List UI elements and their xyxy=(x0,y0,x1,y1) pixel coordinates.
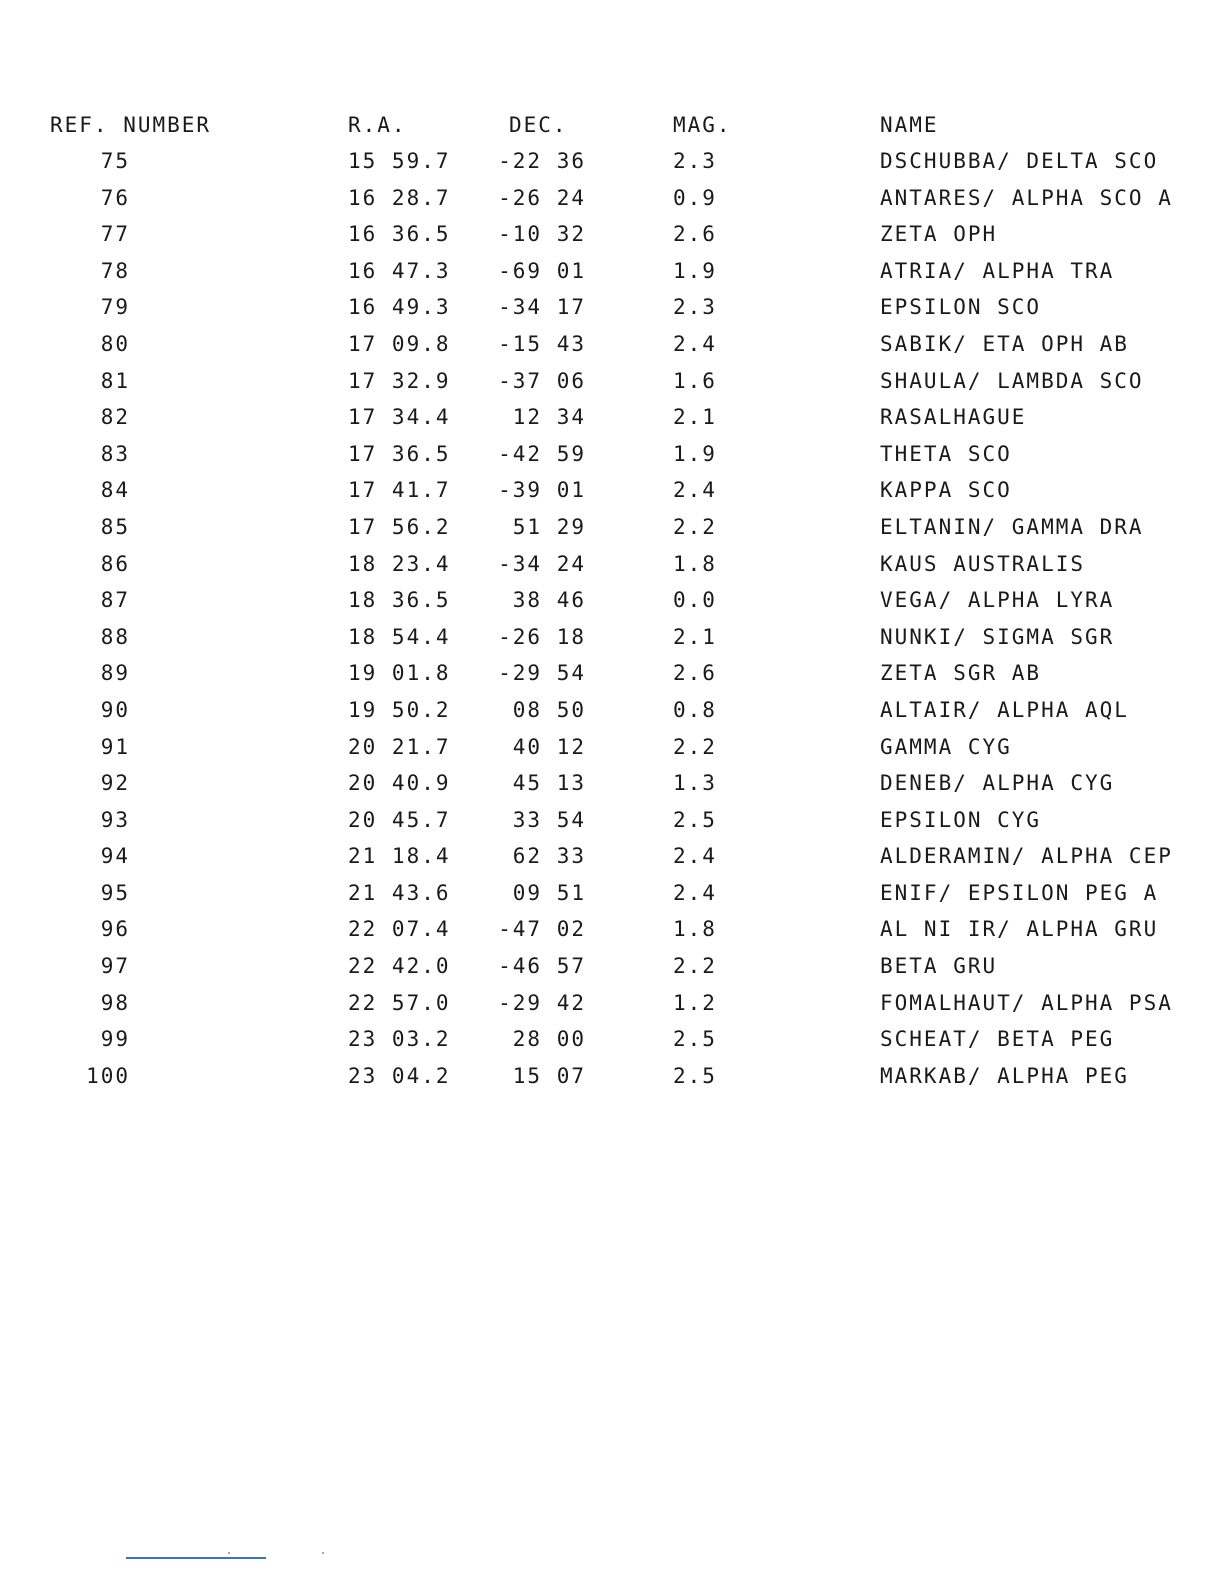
ra-cell: 16 28.7 xyxy=(348,185,451,210)
header-name: NAME xyxy=(880,113,939,137)
table-row xyxy=(0,292,1224,329)
table-row xyxy=(0,1024,1224,1061)
ra-cell: 16 36.5 xyxy=(348,222,451,247)
ref-cell: 99 xyxy=(100,1027,130,1052)
name-cell: ZETA OPH xyxy=(880,222,998,247)
dec-cell: -10 32 xyxy=(498,222,586,247)
table-row xyxy=(0,329,1224,366)
dec-cell: 51 29 xyxy=(512,514,586,539)
ref-cell: 75 xyxy=(100,149,130,173)
ra-cell: 17 09.8 xyxy=(348,331,451,356)
mag-cell: 1.2 xyxy=(673,990,717,1015)
table-row xyxy=(0,366,1224,403)
table-row xyxy=(0,475,1224,512)
name-cell: GAMMA CYG xyxy=(880,734,1012,759)
mag-cell: 1.8 xyxy=(673,551,717,576)
table-row xyxy=(0,878,1224,915)
header-dec: DEC. xyxy=(509,113,568,137)
ra-cell: 22 42.0 xyxy=(348,954,451,979)
dec-cell: 15 07 xyxy=(512,1063,586,1088)
table-row xyxy=(0,695,1224,732)
name-cell: KAUS AUSTRALIS xyxy=(880,551,1086,576)
ra-cell: 17 41.7 xyxy=(348,478,451,503)
name-cell: ZETA SGR AB xyxy=(880,661,1042,686)
ref-cell: 82 xyxy=(100,405,130,430)
dec-cell: -47 02 xyxy=(498,917,586,942)
ra-cell: 23 04.2 xyxy=(348,1063,451,1088)
mag-cell: 2.5 xyxy=(673,1063,717,1088)
ref-cell: 89 xyxy=(100,661,130,686)
ra-cell: 17 32.9 xyxy=(348,368,451,393)
mag-cell: 2.3 xyxy=(673,149,717,173)
name-cell: SABIK/ ETA OPH AB xyxy=(880,331,1129,356)
dec-cell: 40 12 xyxy=(512,734,586,759)
ref-cell: 77 xyxy=(100,222,130,247)
ref-cell: 81 xyxy=(100,368,130,393)
ref-cell: 79 xyxy=(100,295,130,320)
name-cell: KAPPA SCO xyxy=(880,478,1012,503)
table-row xyxy=(0,183,1224,220)
name-cell: THETA SCO xyxy=(880,441,1012,466)
mag-cell: 2.5 xyxy=(673,807,717,832)
ref-cell: 86 xyxy=(100,551,130,576)
ref-cell: 97 xyxy=(100,954,130,979)
dec-cell: -37 06 xyxy=(498,368,586,393)
mag-cell: 2.2 xyxy=(673,954,717,979)
header-ref-number: REF. NUMBER xyxy=(50,113,212,137)
ref-cell: 85 xyxy=(100,514,130,539)
dec-cell: -46 57 xyxy=(498,954,586,979)
dec-cell: -29 54 xyxy=(498,661,586,686)
dec-cell: -26 24 xyxy=(498,185,586,210)
name-cell: MARKAB/ ALPHA PEG xyxy=(880,1063,1129,1088)
name-cell: SCHEAT/ BETA PEG xyxy=(880,1027,1115,1052)
ra-cell: 21 43.6 xyxy=(348,880,451,905)
name-cell: ENIF/ EPSILON PEG A xyxy=(880,880,1159,905)
ref-cell: 94 xyxy=(100,844,130,869)
table-row xyxy=(0,914,1224,951)
dec-cell: 08 50 xyxy=(512,697,586,722)
star-table xyxy=(0,110,1224,1097)
header-ra: R.A. xyxy=(348,113,407,137)
dec-cell: 62 33 xyxy=(512,844,586,869)
ra-cell: 20 45.7 xyxy=(348,807,451,832)
dec-cell: 38 46 xyxy=(512,588,586,613)
table-row xyxy=(0,768,1224,805)
ra-cell: 22 57.0 xyxy=(348,990,451,1015)
table-row xyxy=(0,512,1224,549)
ref-cell: 93 xyxy=(100,807,130,832)
mag-cell: 2.5 xyxy=(673,1027,717,1052)
name-cell: DSCHUBBA/ DELTA SCO xyxy=(880,149,1159,173)
mag-cell: 1.9 xyxy=(673,441,717,466)
dec-cell: -34 17 xyxy=(498,295,586,320)
mag-cell: 2.2 xyxy=(673,514,717,539)
ref-cell: 76 xyxy=(100,185,130,210)
table-header xyxy=(0,110,1224,146)
table-row xyxy=(0,439,1224,476)
mag-cell: 1.9 xyxy=(673,258,717,283)
name-cell: ALTAIR/ ALPHA AQL xyxy=(880,697,1129,722)
dec-cell: -26 18 xyxy=(498,624,586,649)
ra-cell: 18 23.4 xyxy=(348,551,451,576)
mag-cell: 1.8 xyxy=(673,917,717,942)
dec-cell: 28 00 xyxy=(512,1027,586,1052)
ref-cell: 90 xyxy=(100,697,130,722)
dec-cell: 45 13 xyxy=(512,771,586,796)
name-cell: DENEB/ ALPHA CYG xyxy=(880,771,1115,796)
name-cell: RASALHAGUE xyxy=(880,405,1027,430)
table-row xyxy=(0,549,1224,586)
dec-cell: 12 34 xyxy=(512,405,586,430)
mag-cell: 0.9 xyxy=(673,185,717,210)
ra-cell: 17 56.2 xyxy=(348,514,451,539)
dec-cell: -15 43 xyxy=(498,331,586,356)
table-row xyxy=(0,585,1224,622)
name-cell: ALDERAMIN/ ALPHA CEP xyxy=(880,844,1173,869)
name-cell: ELTANIN/ GAMMA DRA xyxy=(880,514,1144,539)
ra-cell: 23 03.2 xyxy=(348,1027,451,1052)
table-row xyxy=(0,805,1224,842)
name-cell: ATRIA/ ALPHA TRA xyxy=(880,258,1115,283)
name-cell: SHAULA/ LAMBDA SCO xyxy=(880,368,1144,393)
table-row xyxy=(0,1061,1224,1098)
ref-cell: 84 xyxy=(100,478,130,503)
dec-cell: -29 42 xyxy=(498,990,586,1015)
ref-cell: 95 xyxy=(100,880,130,905)
ra-cell: 18 36.5 xyxy=(348,588,451,613)
mag-cell: 1.6 xyxy=(673,368,717,393)
table-row xyxy=(0,146,1224,183)
ref-cell: 87 xyxy=(100,588,130,613)
mag-cell: 2.4 xyxy=(673,478,717,503)
mag-cell: 2.3 xyxy=(673,295,717,320)
dec-cell: -22 36 xyxy=(498,149,586,173)
header-mag: MAG. xyxy=(673,113,732,137)
ra-cell: 21 18.4 xyxy=(348,844,451,869)
name-cell: FOMALHAUT/ ALPHA PSA xyxy=(880,990,1173,1015)
speck xyxy=(322,1552,324,1554)
table-row xyxy=(0,219,1224,256)
mag-cell: 1.3 xyxy=(673,771,717,796)
name-cell: EPSILON SCO xyxy=(880,295,1042,320)
ref-cell: 91 xyxy=(100,734,130,759)
ref-cell: 83 xyxy=(100,441,130,466)
table-row xyxy=(0,402,1224,439)
dec-cell: -34 24 xyxy=(498,551,586,576)
mag-cell: 2.6 xyxy=(673,222,717,247)
mag-cell: 2.4 xyxy=(673,880,717,905)
table-row xyxy=(0,841,1224,878)
ra-cell: 17 36.5 xyxy=(348,441,451,466)
footer-rule xyxy=(126,1557,266,1559)
mag-cell: 2.4 xyxy=(673,844,717,869)
ref-cell: 96 xyxy=(100,917,130,942)
ref-cell: 98 xyxy=(100,990,130,1015)
name-cell: BETA GRU xyxy=(880,954,998,979)
table-row xyxy=(0,988,1224,1025)
ra-cell: 19 01.8 xyxy=(348,661,451,686)
dec-cell: -39 01 xyxy=(498,478,586,503)
name-cell: ANTARES/ ALPHA SCO A xyxy=(880,185,1173,210)
table-row xyxy=(0,732,1224,769)
ra-cell: 16 49.3 xyxy=(348,295,451,320)
table-row xyxy=(0,256,1224,293)
ref-cell: 100 xyxy=(86,1063,130,1088)
ref-cell: 92 xyxy=(100,771,130,796)
mag-cell: 2.4 xyxy=(673,331,717,356)
ra-cell: 20 21.7 xyxy=(348,734,451,759)
ref-cell: 88 xyxy=(100,624,130,649)
ra-cell: 17 34.4 xyxy=(348,405,451,430)
name-cell: VEGA/ ALPHA LYRA xyxy=(880,588,1115,613)
ref-cell: 78 xyxy=(100,258,130,283)
ref-cell: 80 xyxy=(100,331,130,356)
ra-cell: 18 54.4 xyxy=(348,624,451,649)
name-cell: EPSILON CYG xyxy=(880,807,1042,832)
table-row xyxy=(0,951,1224,988)
name-cell: NUNKI/ SIGMA SGR xyxy=(880,624,1115,649)
ra-cell: 16 47.3 xyxy=(348,258,451,283)
ra-cell: 15 59.7 xyxy=(348,149,451,173)
table-row xyxy=(0,658,1224,695)
mag-cell: 2.1 xyxy=(673,405,717,430)
dec-cell: -42 59 xyxy=(498,441,586,466)
name-cell: AL NI IR/ ALPHA GRU xyxy=(880,917,1159,942)
mag-cell: 2.6 xyxy=(673,661,717,686)
ra-cell: 19 50.2 xyxy=(348,697,451,722)
mag-cell: 0.0 xyxy=(673,588,717,613)
speck xyxy=(228,1552,230,1554)
ra-cell: 20 40.9 xyxy=(348,771,451,796)
table-row xyxy=(0,622,1224,659)
dec-cell: 33 54 xyxy=(512,807,586,832)
mag-cell: 0.8 xyxy=(673,697,717,722)
table-body xyxy=(0,146,1224,1097)
mag-cell: 2.2 xyxy=(673,734,717,759)
dec-cell: 09 51 xyxy=(512,880,586,905)
dec-cell: -69 01 xyxy=(498,258,586,283)
ra-cell: 22 07.4 xyxy=(348,917,451,942)
mag-cell: 2.1 xyxy=(673,624,717,649)
